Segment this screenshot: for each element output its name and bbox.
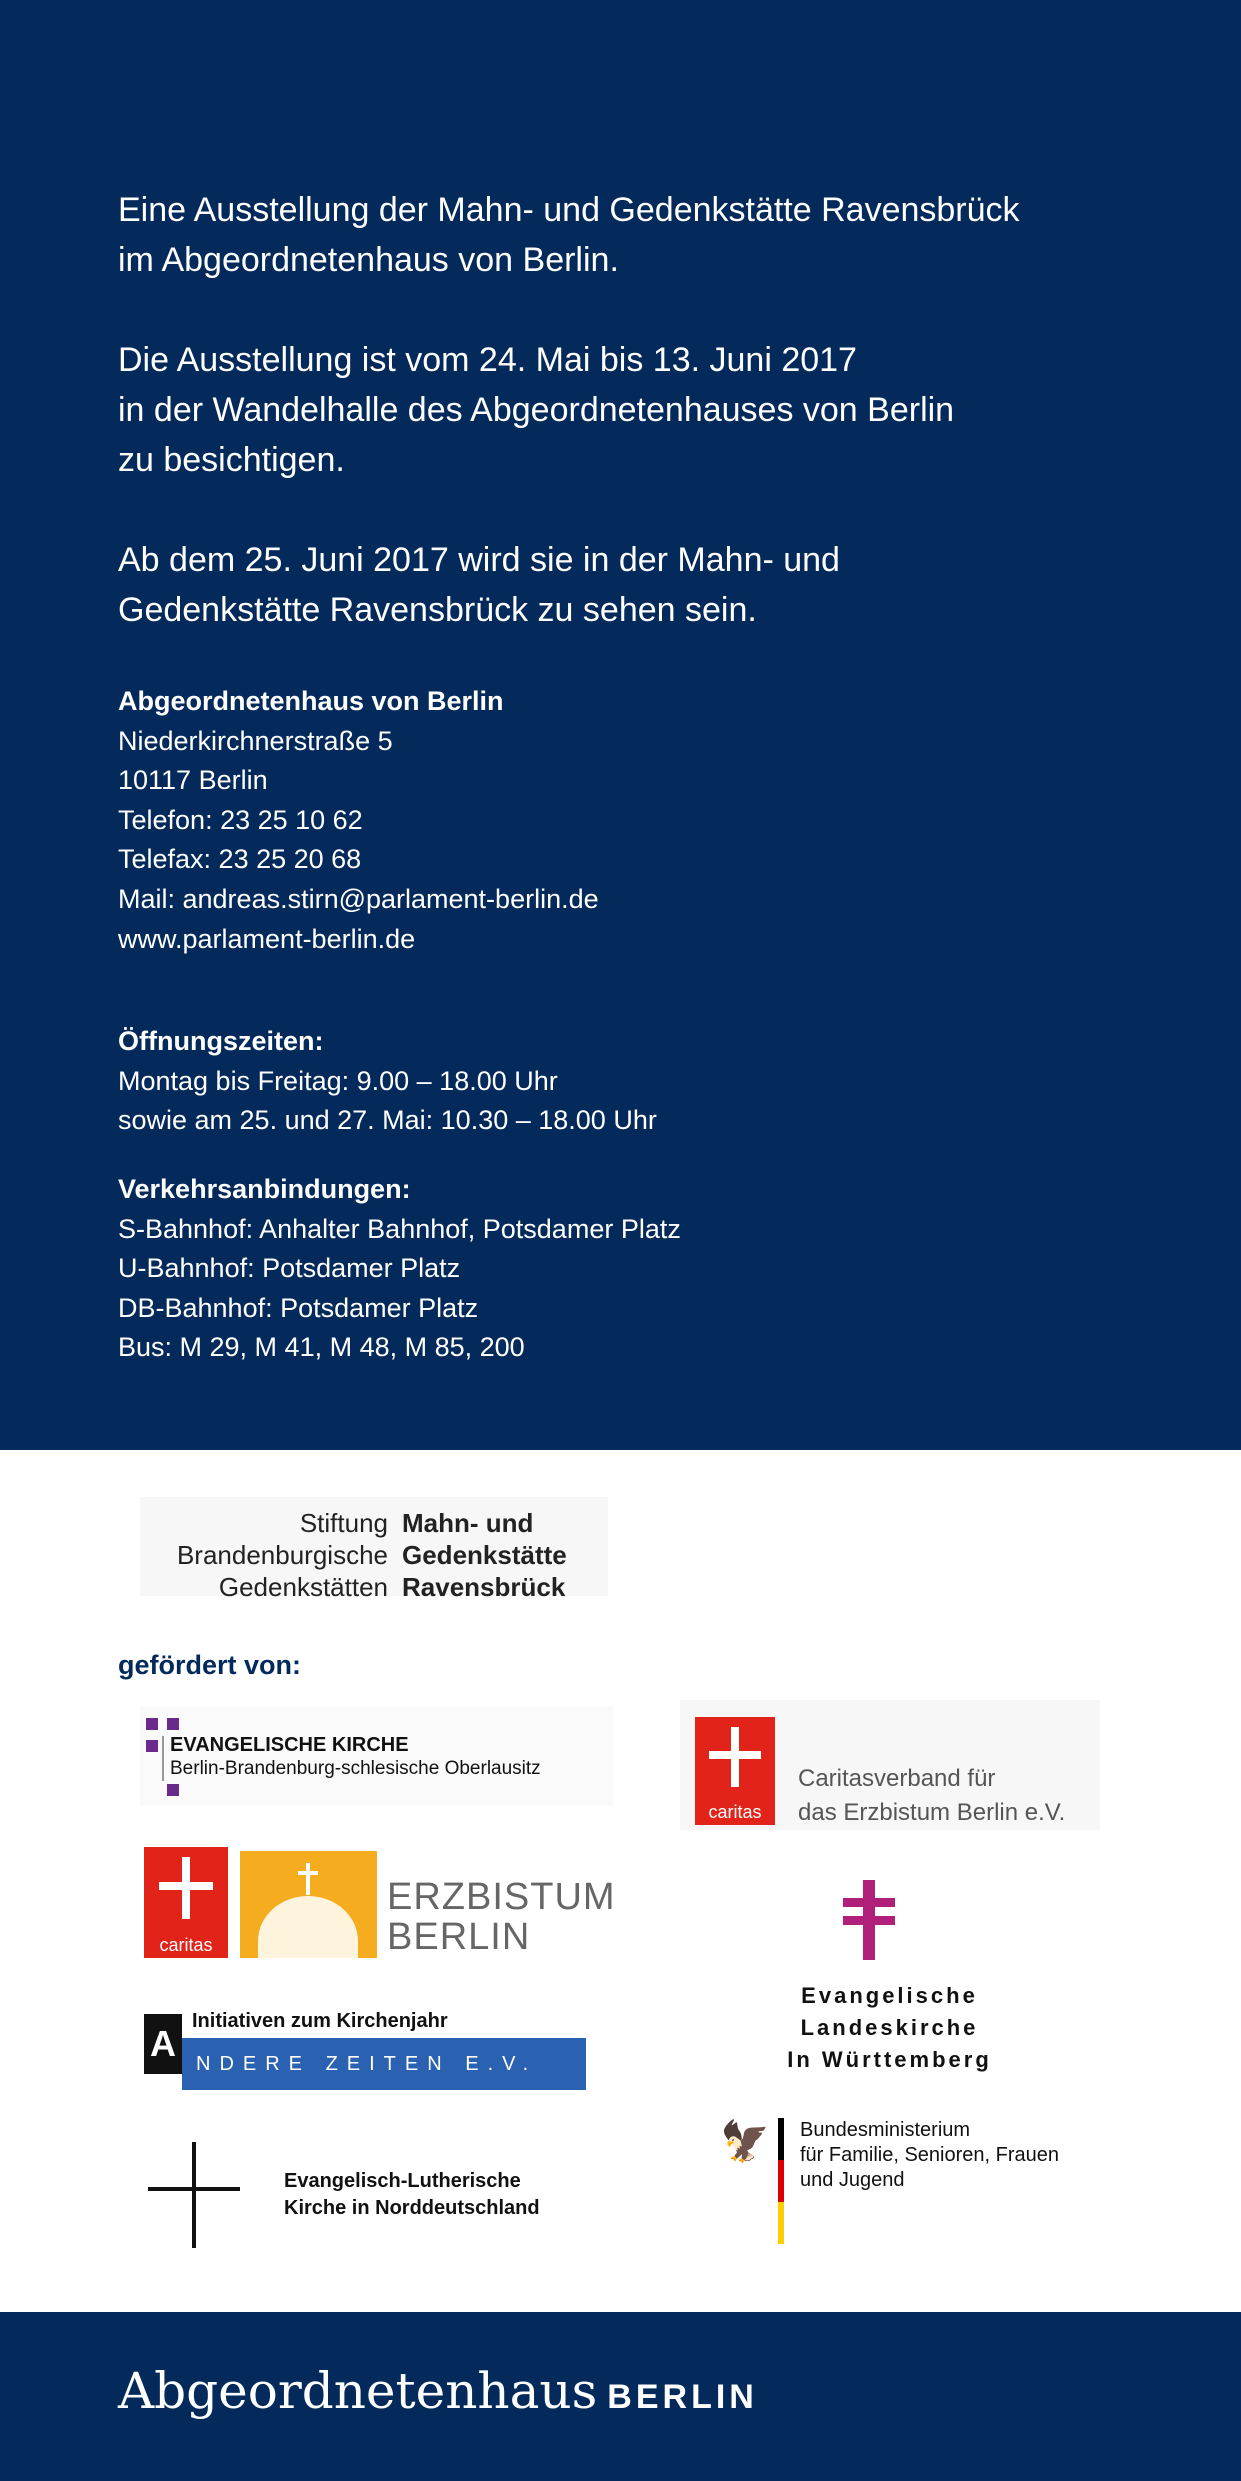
- erzbistum-dome-icon: [240, 1851, 377, 1958]
- ekbo-square-icon: [146, 1740, 158, 1752]
- transport-heading: Verkehrsanbindungen:: [118, 1174, 411, 1204]
- hours-weekday: Montag bis Freitag: 9.00 – 18.00 Uhr: [118, 1065, 558, 1096]
- caritas-label: caritas: [708, 1802, 762, 1822]
- intro-line: Die Ausstellung ist vom 24. Mai bis 13. Juni 2017: [118, 341, 857, 379]
- federal-eagle-icon: 🦅: [720, 2120, 770, 2164]
- intro-line: zu besichtigen.: [118, 441, 345, 479]
- ekbo-divider: [162, 1736, 164, 1781]
- erzbistum-logo: [140, 1843, 616, 1958]
- sponsors-heading: gefördert von:: [118, 1650, 302, 1680]
- intro-line: Ab dem 25. Juni 2017 wird sie in der Mahn- und: [118, 541, 840, 579]
- caritasverband-logo: [680, 1700, 1100, 1830]
- elk-cross-icon: [843, 1898, 895, 1907]
- address-street: Niederkirchnerstraße 5: [118, 725, 393, 756]
- footer-brand-serif: Abgeordnetenhaus: [118, 2362, 598, 2420]
- caritas-cross-icon: [159, 1882, 213, 1890]
- elk-wuerttemberg-logo: [717, 1880, 1062, 2072]
- bmfsfj-text: und Jugend: [800, 2169, 905, 2191]
- transport-bus: Bus: M 29, M 41, M 48, M 85, 200: [118, 1332, 525, 1363]
- bmfsfj-logo: [716, 2118, 1096, 2248]
- ekbo-square-icon: [167, 1784, 179, 1796]
- stiftung-text: Brandenburgische: [176, 1540, 388, 1570]
- flag-stripe: [778, 2160, 784, 2202]
- nordkirche-logo: [140, 2140, 590, 2250]
- stiftung-text: Gedenkstätten: [218, 1572, 388, 1602]
- erzbistum-text: ERZBISTUM: [387, 1876, 616, 1918]
- address-city: 10117 Berlin: [118, 765, 268, 796]
- ekbo-title: EVANGELISCHE KIRCHE: [170, 1734, 409, 1756]
- stiftung-text: Stiftung: [299, 1508, 388, 1538]
- transport-ubahn: U-Bahnhof: Potsdamer Platz: [118, 1253, 461, 1284]
- bmfsfj-text: für Familie, Senioren, Frauen: [800, 2144, 1060, 2166]
- intro-line: Eine Ausstellung der Mahn- und Gedenkstätte Ravensbrück: [118, 191, 1020, 229]
- intro-line: Gedenkstätte Ravensbrück zu sehen sein.: [118, 591, 757, 629]
- opening-hours-block: [118, 1022, 1118, 1141]
- flag-stripe: [778, 2118, 784, 2160]
- elk-text: Evangelische Landeskirche: [800, 1983, 979, 2040]
- flag-stripe: [778, 2202, 784, 2244]
- hours-heading: Öffnungszeiten:: [118, 1026, 324, 1056]
- address-heading: Abgeordnetenhaus von Berlin: [118, 686, 504, 716]
- intro-text: [118, 185, 1178, 685]
- caritas-cross-icon: [709, 1751, 761, 1759]
- bmfsfj-text: Bundesministerium: [800, 2119, 971, 2141]
- andere-tagline: Initiativen zum Kirchenjahr: [192, 2010, 448, 2032]
- nordkirche-text: Kirche in Norddeutschland: [284, 2197, 540, 2219]
- stiftung-text: Mahn- und: [402, 1508, 534, 1538]
- stiftung-text: Gedenkstätte: [402, 1540, 567, 1570]
- intro-line: im Abgeordnetenhaus von Berlin.: [118, 241, 619, 279]
- stiftung-text: Ravensbrück: [402, 1572, 566, 1602]
- footer-brand: [118, 2362, 758, 2420]
- ekbo-square-icon: [146, 1718, 158, 1730]
- footer-brand-caps: BERLIN: [607, 2378, 758, 2416]
- address-fax: Telefax: 23 25 20 68: [118, 844, 362, 875]
- caritasverband-text: das Erzbistum Berlin e.V.: [798, 1799, 1066, 1826]
- nordkirche-text: Evangelisch-Lutherische: [284, 2170, 521, 2192]
- caritas-label: caritas: [159, 1935, 213, 1955]
- address-mail: Mail: andreas.stirn@parlament-berlin.de: [118, 883, 599, 914]
- elk-text: In Württemberg: [787, 2047, 992, 2072]
- caritas-flame-icon: [144, 1847, 228, 1958]
- caritasverband-text: Caritasverband für: [798, 1765, 996, 1792]
- caritas-flame-icon: [695, 1717, 775, 1825]
- elk-cross-icon: [843, 1916, 895, 1925]
- transport-db: DB-Bahnhof: Potsdamer Platz: [118, 1292, 479, 1323]
- nordkirche-cross-icon: [148, 2187, 240, 2191]
- andere-letter-icon: A: [144, 2014, 182, 2074]
- transport-block: [118, 1170, 1118, 1368]
- andere-name: NDERE ZEITEN E.V.: [182, 2038, 586, 2090]
- footer: [0, 2312, 1241, 2481]
- stiftung-logo: [140, 1497, 608, 1602]
- ekbo-subtitle: Berlin-Brandenburg-schlesische Oberlausitz: [170, 1758, 541, 1779]
- address-web: www.parlament-berlin.de: [118, 923, 416, 954]
- hours-special: sowie am 25. und 27. Mai: 10.30 – 18.00 Uhr: [118, 1105, 657, 1136]
- address-block: [118, 682, 1118, 959]
- address-phone: Telefon: 23 25 10 62: [118, 804, 363, 835]
- nordkirche-cross-icon: [192, 2142, 196, 2248]
- transport-sbahn: S-Bahnhof: Anhalter Bahnhof, Potsdamer Platz: [118, 1213, 681, 1244]
- erzbistum-text: BERLIN: [387, 1916, 531, 1958]
- ekbo-square-icon: [167, 1718, 179, 1730]
- intro-line: in der Wandelhalle des Abgeordnetenhauses von Berlin: [118, 391, 955, 429]
- ekbo-logo: [140, 1706, 613, 1806]
- andere-zeiten-logo: [140, 2010, 590, 2095]
